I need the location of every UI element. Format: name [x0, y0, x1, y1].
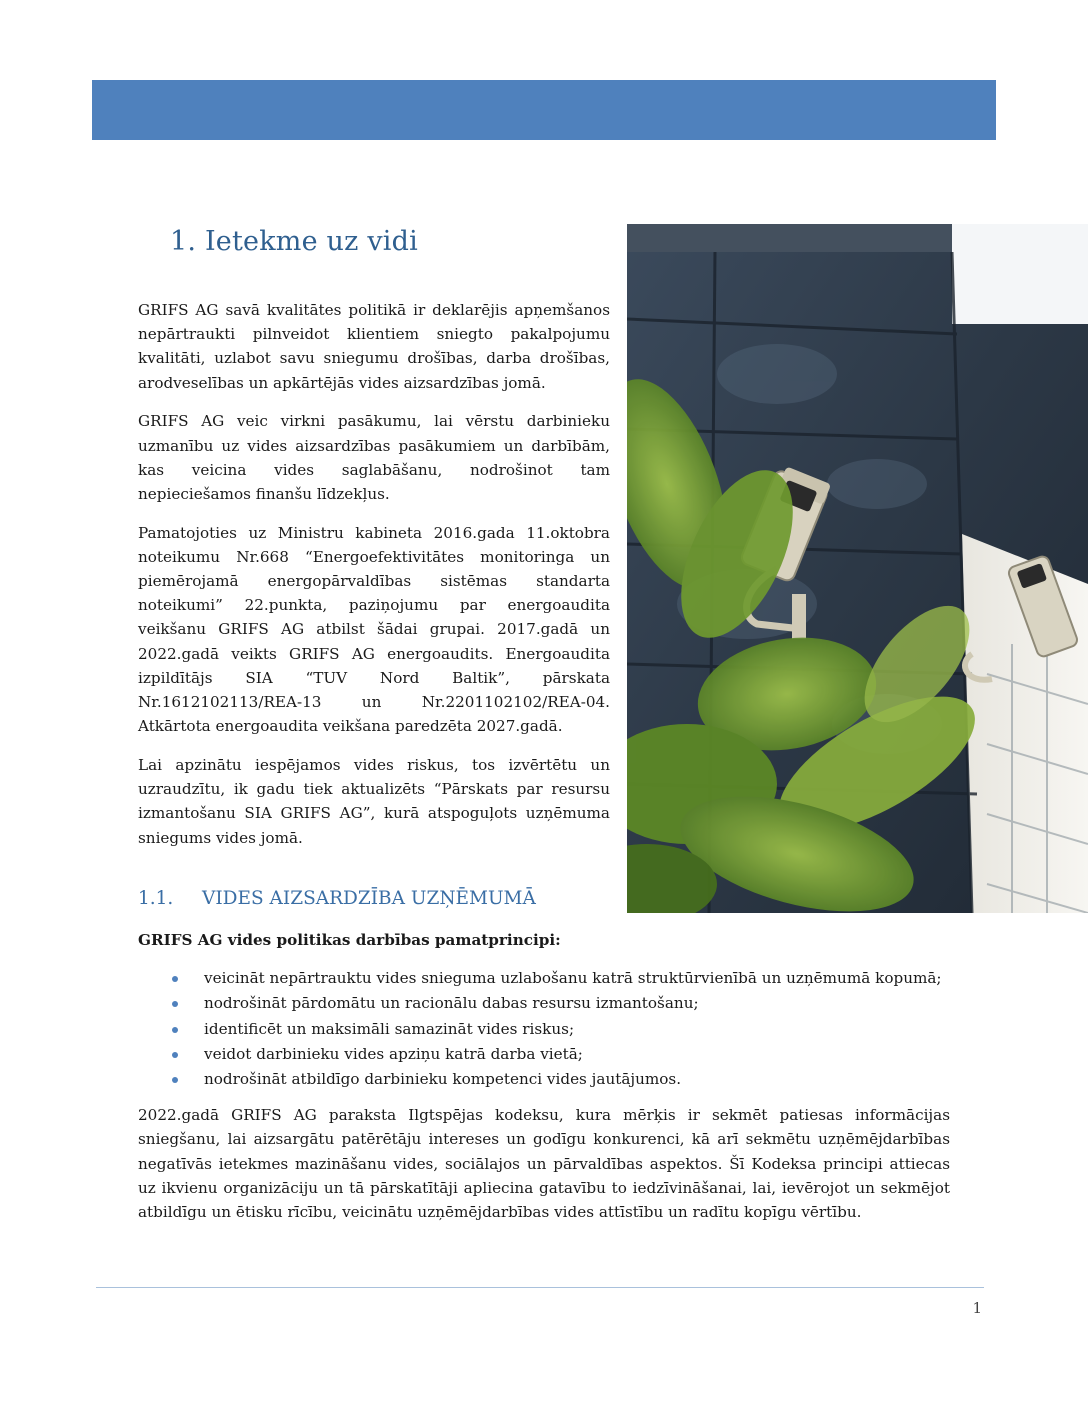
section-body — [138, 928, 950, 1224]
page-number: 1 — [972, 1299, 982, 1317]
principles-title: GRIFS AG vides politikas darbības pamatprincipi: — [138, 931, 561, 949]
security-camera-icon — [627, 224, 1088, 913]
intro-paragraph: Pamatojoties uz Ministru kabineta 2016.gada 11.oktobra noteikumu Nr.668 “Energoefektivitātes monitoringa un piemērojamā energopārvaldības sistēmas standarta noteikumi” 22.punkta, paziņojumu par energoaudita veikšanu GRIFS AG atbilst šādai grupai. 2017.gadā un 2022.gadā veikts GRIFS AG energoaudits. Energoaudita izpildītājs SIA “TUV Nord Baltik”, pārskata Nr.1612102113/REA-13 un Nr.2201102102/REA-04. Atkārtota energoaudita veikšana paredzēta 2027.gadā. — [138, 523, 610, 736]
bullet-icon — [172, 976, 178, 982]
bullet-icon — [172, 1052, 178, 1058]
intro-paragraph: GRIFS AG savā kvalitātes politikā ir deklarējis apņemšanos nepārtraukti pilnveidot klientiem sniegto pakalpojumu kvalitāti, uzlabot savu sniegumu drošības, darba drošības, arodveselības un apkārtējās vides aizsardzības jomā. — [138, 301, 610, 392]
section-heading — [138, 888, 536, 909]
footer-divider — [96, 1287, 984, 1288]
bullet-icon — [172, 1077, 178, 1083]
header-band — [92, 80, 996, 140]
list-item: veicināt nepārtrauktu vides snieguma uzlabošanu katrā struktūrvienībā un uzņēmumā kopumā; — [138, 966, 950, 990]
list-item: nodrošināt pārdomātu un racionālu dabas resursu izmantošanu; — [138, 991, 950, 1015]
closing-paragraph: 2022.gadā GRIFS AG paraksta Ilgtspējas kodeksu, kura mērķis ir sekmēt patiesas informācijas sniegšanu, lai aizsargātu patērētāju intereses un godīgu konkurenci, kā arī sekmētu uzņēmējdarbības negatīvās ietekmes mazināšanu vides, sociālajos un pārvaldības aspektos. Šī Kodeksa principi attiecas uz ikvienu organizāciju un tā pārskatītāji apliecina gatavību to iedzīvināšanai, lai, ievērojot un sekmējot atbildīgu un ētisku rīcību, veicinātu uzņēmējdarbības vides attīstību un radītu kopīgu vērtību. — [138, 1106, 950, 1222]
section-number: 1.1. — [138, 888, 174, 909]
intro-text — [138, 298, 610, 864]
bullet-icon — [172, 1027, 178, 1033]
security-camera-photo — [627, 224, 1088, 913]
bullet-icon — [172, 1001, 178, 1007]
intro-paragraph: GRIFS AG veic virkni pasākumu, lai vērstu darbinieku uzmanību uz vides aizsardzības pasākumiem un darbībām, kas veicina vides saglabāšanu, nodrošinot tam nepieciešamos finanšu līdzekļus. — [138, 412, 610, 503]
list-item: veidot darbinieku vides apziņu katrā darba vietā; — [138, 1042, 950, 1066]
list-item: identificēt un maksimāli samazināt vides riskus; — [138, 1017, 950, 1041]
intro-paragraph: Lai apzinātu iespējamos vides riskus, tos izvērtētu un uzraudzītu, ik gadu tiek aktualizēts “Pārskats par resursu izmantošanu SIA GRIFS AG”, kurā atspoguļots uzņēmuma sniegums vides jomā. — [138, 755, 610, 847]
page-title: 1. Ietekme uz vidi — [170, 226, 418, 257]
principles-list — [138, 966, 950, 1091]
list-item: nodrošināt atbildīgo darbinieku kompetenci vides jautājumos. — [138, 1067, 950, 1091]
section-title: VIDES AIZSARDZĪBA UZŅĒMUMĀ — [202, 888, 536, 909]
